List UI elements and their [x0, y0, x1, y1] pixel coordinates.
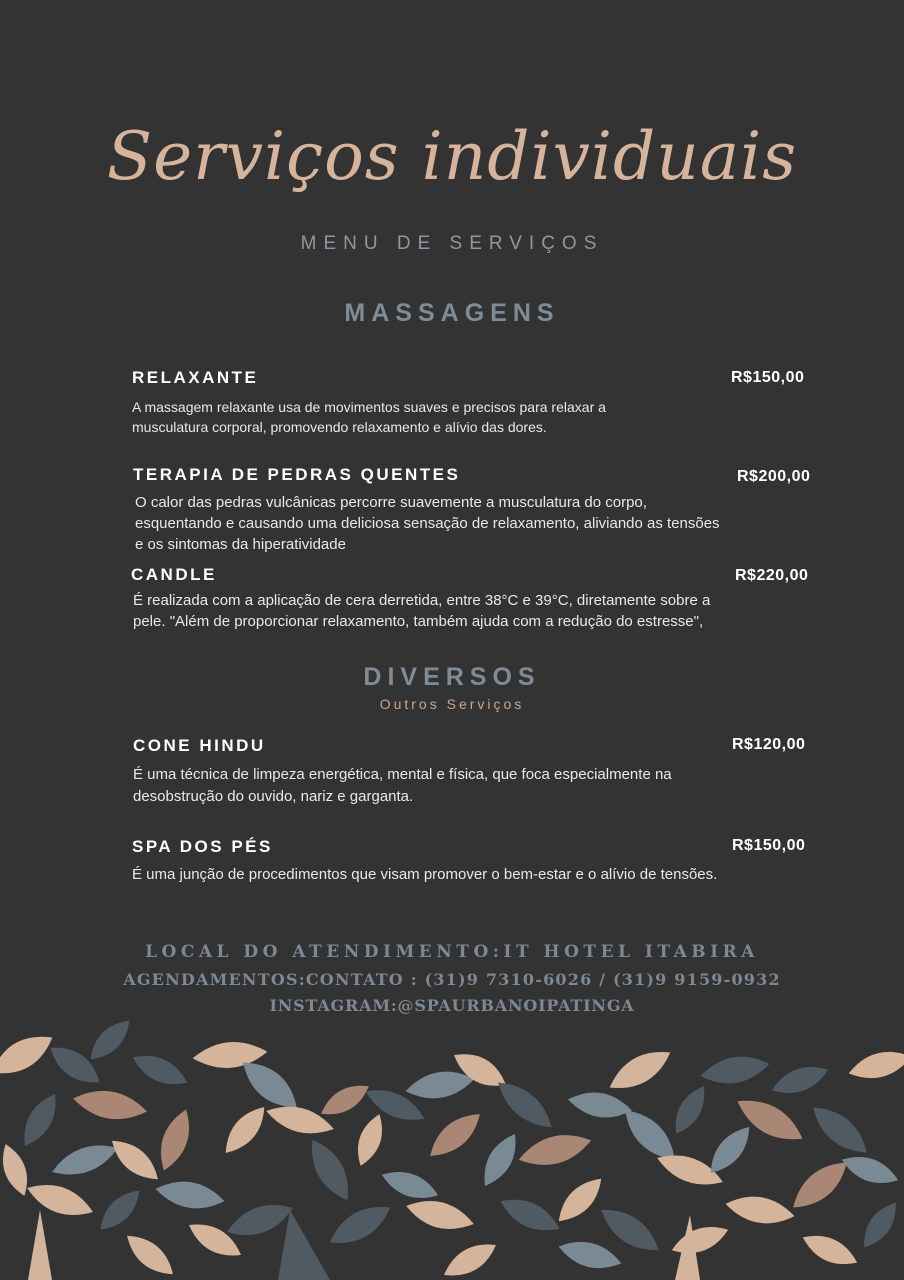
service-name: CONE HINDU [133, 736, 266, 755]
leaf-shape [0, 1026, 59, 1085]
footer-instagram: INSTAGRAM:@SPAURBANOIPATINGA [269, 996, 635, 1015]
service-description: É uma junção de procedimentos que visam promover o bem-estar e o alívio de tensões. [132, 866, 718, 883]
service-description: A massagem relaxante usa de movimentos suaves e precisos para relaxar a musculatura corporal, promovendo relaxamento e alívio das dores. [132, 399, 606, 435]
leaf-shape [316, 1077, 374, 1123]
leaf-shape [301, 1133, 358, 1206]
leaf-shape [15, 1088, 64, 1151]
service-price: R$150,00 [732, 837, 806, 854]
leaf-shape [723, 1191, 796, 1228]
leaf-shape [422, 1105, 487, 1165]
service-description: É realizada com a aplicação de cera derretida, entre 38°C e 39°C, diretamente sobre a pele. "Além de proporcionar relaxamento, também ajuda com a redução do estresse", [133, 592, 711, 630]
leaf-pattern [0, 1013, 904, 1280]
leaf-shape [475, 1128, 524, 1191]
leaf-shape [378, 1164, 442, 1206]
section-subtitle: Outros Serviços [379, 696, 525, 712]
leaf-shape [83, 1013, 137, 1067]
leaf-shape [805, 1098, 875, 1163]
service-description: É uma técnica de limpeza energética, mental e física, que foca especialmente na desobstrução do ouvido, nariz e garganta. [133, 766, 672, 805]
leaf-shape [438, 1235, 501, 1280]
leaf-shape [556, 1235, 625, 1275]
leaf-shape [698, 1051, 771, 1088]
service-name: CANDLE [131, 565, 217, 584]
service-price: R$200,00 [737, 468, 811, 485]
leaf-shape [71, 1085, 150, 1125]
leaf-shape [838, 1149, 902, 1191]
service-price: R$120,00 [732, 736, 806, 753]
leaf-shape [153, 1105, 198, 1174]
leaf-shape [128, 1047, 192, 1093]
section-title-diversos: DIVERSOS [363, 663, 541, 691]
page-subtitle: MENU DE SERVIÇOS [300, 233, 604, 254]
leaf-shape [403, 1194, 477, 1237]
leaf-shape [48, 1137, 122, 1183]
leaf-shape [846, 1045, 904, 1085]
leaf-shape [323, 1196, 396, 1253]
page-title: Serviços individuais [106, 118, 798, 195]
leaf-shape [120, 1227, 180, 1280]
leaf-shape [490, 1073, 559, 1136]
leaf-shape [93, 1183, 147, 1237]
footer-contact: AGENDAMENTOS:CONTATO : (31)9 7310-6026 / (31)9 9159-0932 [123, 970, 781, 989]
service-price: R$150,00 [731, 369, 805, 386]
leaf-shape [105, 1132, 165, 1188]
service-name: RELAXANTE [132, 368, 259, 387]
leaf-shape [23, 1176, 98, 1224]
leaf-shape [768, 1059, 832, 1101]
leaf-shape [798, 1227, 862, 1273]
service-price: R$220,00 [735, 567, 809, 584]
service-name: TERAPIA DE PEDRAS QUENTES [133, 465, 461, 484]
leaf-shape [351, 1111, 389, 1170]
service-name: SPA DOS PÉS [132, 837, 273, 856]
decorative-leaves-illustration [0, 1010, 904, 1280]
footer-location: LOCAL DO ATENDIMENTO:IT HOTEL ITABIRA [145, 942, 759, 962]
leaf-shape [668, 1219, 732, 1261]
section-title-massagens: MASSAGENS [344, 299, 560, 327]
leaf-shape [153, 1176, 226, 1213]
leaf-shape [603, 1041, 676, 1098]
leaf-shape [495, 1190, 564, 1239]
leaf-shape [667, 1081, 713, 1139]
leaf-shape [551, 1171, 609, 1229]
leaf-shape [856, 1197, 904, 1254]
leaf-shape [566, 1088, 634, 1123]
leaf-shape [217, 1100, 273, 1160]
service-description: O calor das pedras vulcânicas percorre suavemente a musculatura do corpo, esquentando e causando uma deliciosa sensação de relaxamento, aliviando as tensões e os sintomas da hiperatividade [135, 494, 720, 553]
leaf-shape [515, 1127, 594, 1173]
